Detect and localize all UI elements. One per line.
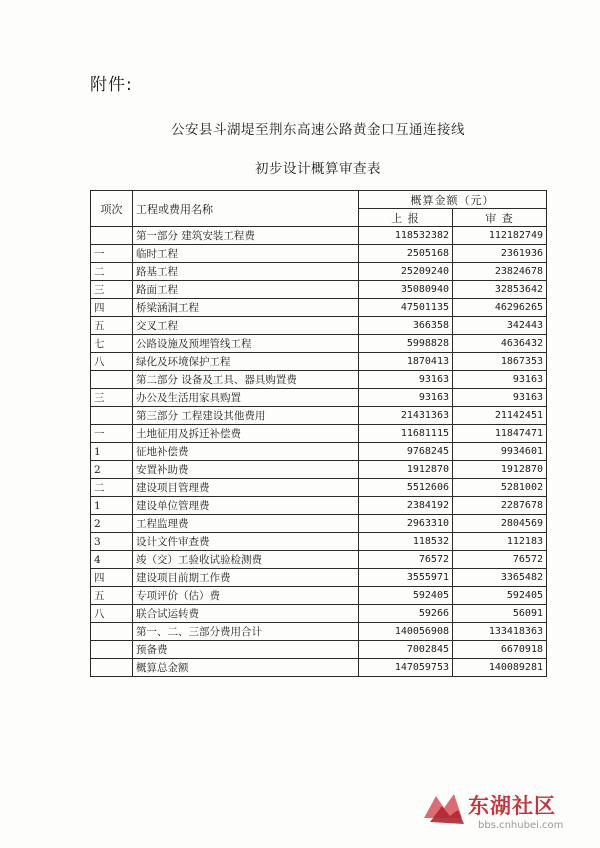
row-reported-amount: 3555971 (359, 569, 453, 587)
row-reviewed-amount: 140089281 (453, 659, 547, 677)
table-row (91, 461, 547, 479)
table-row (91, 425, 547, 443)
row-index: 五 (91, 587, 133, 605)
row-reported-amount: 93163 (359, 389, 453, 407)
row-name: 第二部分 设备及工具、器具购置费 (133, 371, 359, 389)
table-row (91, 443, 547, 461)
row-reported-amount: 47501135 (359, 299, 453, 317)
row-reviewed-amount: 1912870 (453, 461, 547, 479)
row-index: 四 (91, 569, 133, 587)
logo-mark-icon (420, 788, 466, 828)
table-row (91, 317, 547, 335)
row-name: 土地征用及拆迁补偿费 (133, 425, 359, 443)
row-reported-amount: 592405 (359, 587, 453, 605)
row-reviewed-amount: 5281002 (453, 479, 547, 497)
row-index: 二 (91, 479, 133, 497)
row-name: 第三部分 工程建设其他费用 (133, 407, 359, 425)
table-row (91, 515, 547, 533)
row-index: 一 (91, 245, 133, 263)
attachment-label: 附件: (90, 75, 133, 95)
row-index: 四 (91, 299, 133, 317)
row-reported-amount: 7002845 (359, 641, 453, 659)
row-reported-amount: 2963310 (359, 515, 453, 533)
row-name: 建设项目前期工作费 (133, 569, 359, 587)
table-row (91, 353, 547, 371)
table-body (91, 227, 547, 677)
row-index: 五 (91, 317, 133, 335)
row-reported-amount: 25209240 (359, 263, 453, 281)
row-reviewed-amount: 2804569 (453, 515, 547, 533)
table-row (91, 533, 547, 551)
row-name: 桥梁涵洞工程 (133, 299, 359, 317)
row-name: 办公及生活用家具购置 (133, 389, 359, 407)
row-index (91, 407, 133, 425)
row-reviewed-amount: 56091 (453, 605, 547, 623)
row-reviewed-amount: 592405 (453, 587, 547, 605)
row-index: 七 (91, 335, 133, 353)
document-subtitle: 初步设计概算审查表 (255, 161, 381, 177)
table-row (91, 551, 547, 569)
row-reported-amount: 140056908 (359, 623, 453, 641)
row-reviewed-amount: 112182749 (453, 227, 547, 245)
row-reported-amount: 118532 (359, 533, 453, 551)
row-reported-amount: 147059753 (359, 659, 453, 677)
table-row (91, 605, 547, 623)
row-index: 二 (91, 263, 133, 281)
row-reported-amount: 1870413 (359, 353, 453, 371)
row-reviewed-amount: 1867353 (453, 353, 547, 371)
row-reported-amount: 2505168 (359, 245, 453, 263)
row-name: 预备费 (133, 641, 359, 659)
row-reviewed-amount: 2361936 (453, 245, 547, 263)
row-name: 征地补偿费 (133, 443, 359, 461)
column-header-reported: 上 报 (359, 209, 453, 227)
row-reviewed-amount: 112183 (453, 533, 547, 551)
column-header-name: 工程或费用名称 (133, 191, 359, 227)
row-name: 工程监理费 (133, 515, 359, 533)
row-index: 三 (91, 389, 133, 407)
table-row (91, 371, 547, 389)
row-reported-amount: 1912870 (359, 461, 453, 479)
table-row (91, 497, 547, 515)
table-row (91, 659, 547, 677)
row-reviewed-amount: 23824678 (453, 263, 547, 281)
row-reviewed-amount: 6670918 (453, 641, 547, 659)
row-name: 概算总金额 (133, 659, 359, 677)
watermark-name: 东湖社区 (468, 794, 556, 818)
row-name: 交叉工程 (133, 317, 359, 335)
row-name: 竣（交）工验收试验检测费 (133, 551, 359, 569)
row-reported-amount: 59266 (359, 605, 453, 623)
row-reviewed-amount: 9934601 (453, 443, 547, 461)
row-reviewed-amount: 3365482 (453, 569, 547, 587)
row-reviewed-amount: 93163 (453, 389, 547, 407)
row-reported-amount: 5998828 (359, 335, 453, 353)
row-reported-amount: 366358 (359, 317, 453, 335)
row-reported-amount: 35080940 (359, 281, 453, 299)
table-row (91, 623, 547, 641)
table-row (91, 479, 547, 497)
row-name: 专项评价（估）费 (133, 587, 359, 605)
row-reported-amount: 118532382 (359, 227, 453, 245)
row-reported-amount: 93163 (359, 371, 453, 389)
row-name: 建设单位管理费 (133, 497, 359, 515)
row-reviewed-amount: 133418363 (453, 623, 547, 641)
row-name: 建设项目管理费 (133, 479, 359, 497)
row-index: 八 (91, 353, 133, 371)
row-name: 公路设施及预埋管线工程 (133, 335, 359, 353)
row-name: 第一部分 建筑安装工程费 (133, 227, 359, 245)
row-name: 绿化及环境保护工程 (133, 353, 359, 371)
table-row (91, 569, 547, 587)
table-row (91, 641, 547, 659)
row-index: 三 (91, 281, 133, 299)
row-reported-amount: 21431363 (359, 407, 453, 425)
row-reported-amount: 11681115 (359, 425, 453, 443)
row-index (91, 641, 133, 659)
row-reviewed-amount: 46296265 (453, 299, 547, 317)
row-index (91, 659, 133, 677)
table-row (91, 245, 547, 263)
row-index: 3 (91, 533, 133, 551)
row-reviewed-amount: 32853642 (453, 281, 547, 299)
row-name: 安置补助费 (133, 461, 359, 479)
row-reported-amount: 9768245 (359, 443, 453, 461)
row-name: 设计文件审查费 (133, 533, 359, 551)
row-reviewed-amount: 76572 (453, 551, 547, 569)
row-index (91, 227, 133, 245)
table-row (91, 389, 547, 407)
row-name: 联合试运转费 (133, 605, 359, 623)
row-reviewed-amount: 11847471 (453, 425, 547, 443)
row-reported-amount: 2384192 (359, 497, 453, 515)
budget-review-table (90, 190, 547, 677)
table-row (91, 407, 547, 425)
row-reviewed-amount: 342443 (453, 317, 547, 335)
row-reported-amount: 76572 (359, 551, 453, 569)
table-row (91, 227, 547, 245)
row-index: 一 (91, 425, 133, 443)
column-header-amount: 概算金额（元） (359, 191, 547, 209)
column-header-index: 项次 (91, 191, 133, 227)
column-header-reviewed: 审 查 (453, 209, 547, 227)
row-index: 1 (91, 497, 133, 515)
row-index: 1 (91, 443, 133, 461)
row-reviewed-amount: 2287678 (453, 497, 547, 515)
row-name: 临时工程 (133, 245, 359, 263)
row-name: 第一、二、三部分费用合计 (133, 623, 359, 641)
row-index: 八 (91, 605, 133, 623)
watermark-url: bbs.cnhubei.com (478, 820, 564, 831)
watermark-logo (420, 788, 590, 838)
table-row (91, 281, 547, 299)
row-index: 2 (91, 515, 133, 533)
row-name: 路基工程 (133, 263, 359, 281)
row-index (91, 623, 133, 641)
row-reported-amount: 5512606 (359, 479, 453, 497)
row-index: 2 (91, 461, 133, 479)
row-reviewed-amount: 4636432 (453, 335, 547, 353)
table-row (91, 335, 547, 353)
table-row (91, 263, 547, 281)
row-reviewed-amount: 93163 (453, 371, 547, 389)
table-row (91, 587, 547, 605)
row-name: 路面工程 (133, 281, 359, 299)
table-row (91, 299, 547, 317)
row-reviewed-amount: 21142451 (453, 407, 547, 425)
row-index: 4 (91, 551, 133, 569)
document-title: 公安县斗湖堤至荆东高速公路黄金口互通连接线 (171, 122, 465, 138)
row-index (91, 371, 133, 389)
